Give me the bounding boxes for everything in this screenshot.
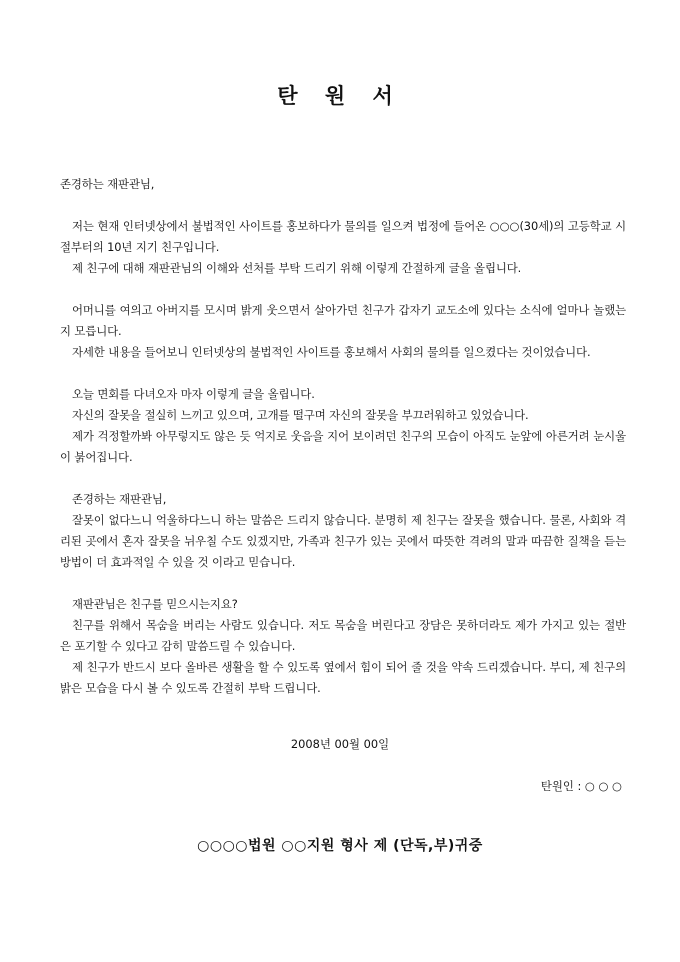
- body-paragraph: 재판관님은 친구를 믿으시는지요?: [72, 597, 238, 611]
- petition-body: [60, 174, 626, 699]
- document-title: 탄 원 서: [277, 83, 403, 108]
- petitioner-signature: 탄원인 : ○ ○ ○: [540, 779, 622, 793]
- body-paragraph: 자신의 잘못을 절실히 느끼고 있으며, 고개를 떨구며 자신의 잘못을 부끄러워하고 있었습니다.: [72, 408, 529, 422]
- salutation: 존경하는 재판관님,: [72, 492, 167, 506]
- body-paragraph: 어머니를 여의고 아버지를 모시며 밝게 웃으면서 살아가던 친구가 갑자기 교도소에 있다는 소식에 얼마나 놀랬는지 모릅니다.: [60, 303, 626, 338]
- body-paragraph: 제 친구에 대해 재판관님의 이해와 선처를 부탁 드리기 위해 이렇게 간절하게 글을 올립니다.: [72, 261, 522, 275]
- body-paragraph: 오늘 면회를 다녀오자 마자 이렇게 글을 올립니다.: [72, 387, 315, 401]
- body-paragraph: 제가 걱정할까봐 아무렇지도 않은 듯 억지로 웃음을 지어 보이려던 친구의 모습이 아직도 눈앞에 아른거려 눈시울이 붉어집니다.: [60, 429, 626, 464]
- court-addressee: ○○○○법원 ○○지원 형사 제 (단독,부)귀중: [197, 838, 483, 854]
- body-paragraph: 자세한 내용을 들어보니 인터넷상의 불법적인 사이트를 홍보해서 사회의 물의를 일으켰다는 것이었습니다.: [72, 345, 591, 359]
- body-paragraph: 잘못이 없다느니 억울하다느니 하는 말씀은 드리지 않습니다. 분명히 제 친구는 잘못을 했습니다. 물론, 사회와 격리된 곳에서 혼자 잘못을 뉘우칠 수도 있겠지만, 가족과 친구가 있는 곳에서 따뜻한 격려의 말과 따끔한 질책을 듣는 방법이 더 효과적일 수 있을 것 이라고 믿습니다.: [60, 513, 626, 569]
- body-paragraph: 제 친구가 반드시 보다 올바른 생활을 할 수 있도록 옆에서 힘이 되어 줄 것을 약속 드리겠습니다. 부디, 제 친구의 밝은 모습을 다시 볼 수 있도록 간절히 부탁 드립니다.: [60, 660, 626, 695]
- petition-date: 2008년 00월 00일: [290, 737, 390, 751]
- body-paragraph: 친구를 위해서 목숨을 버리는 사람도 있습니다. 저도 목숨을 버린다고 장담은 못하더라도 제가 가지고 있는 절반은 포기할 수 있다고 감히 말씀드릴 수 있습니다.: [60, 618, 626, 653]
- salutation: 존경하는 재판관님,: [60, 177, 155, 191]
- body-paragraph: 저는 현재 인터넷상에서 불법적인 사이트를 홍보하다가 물의를 일으켜 법정에 들어온 ○○○(30세)의 고등학교 시절부터의 10년 지기 친구입니다.: [60, 219, 626, 254]
